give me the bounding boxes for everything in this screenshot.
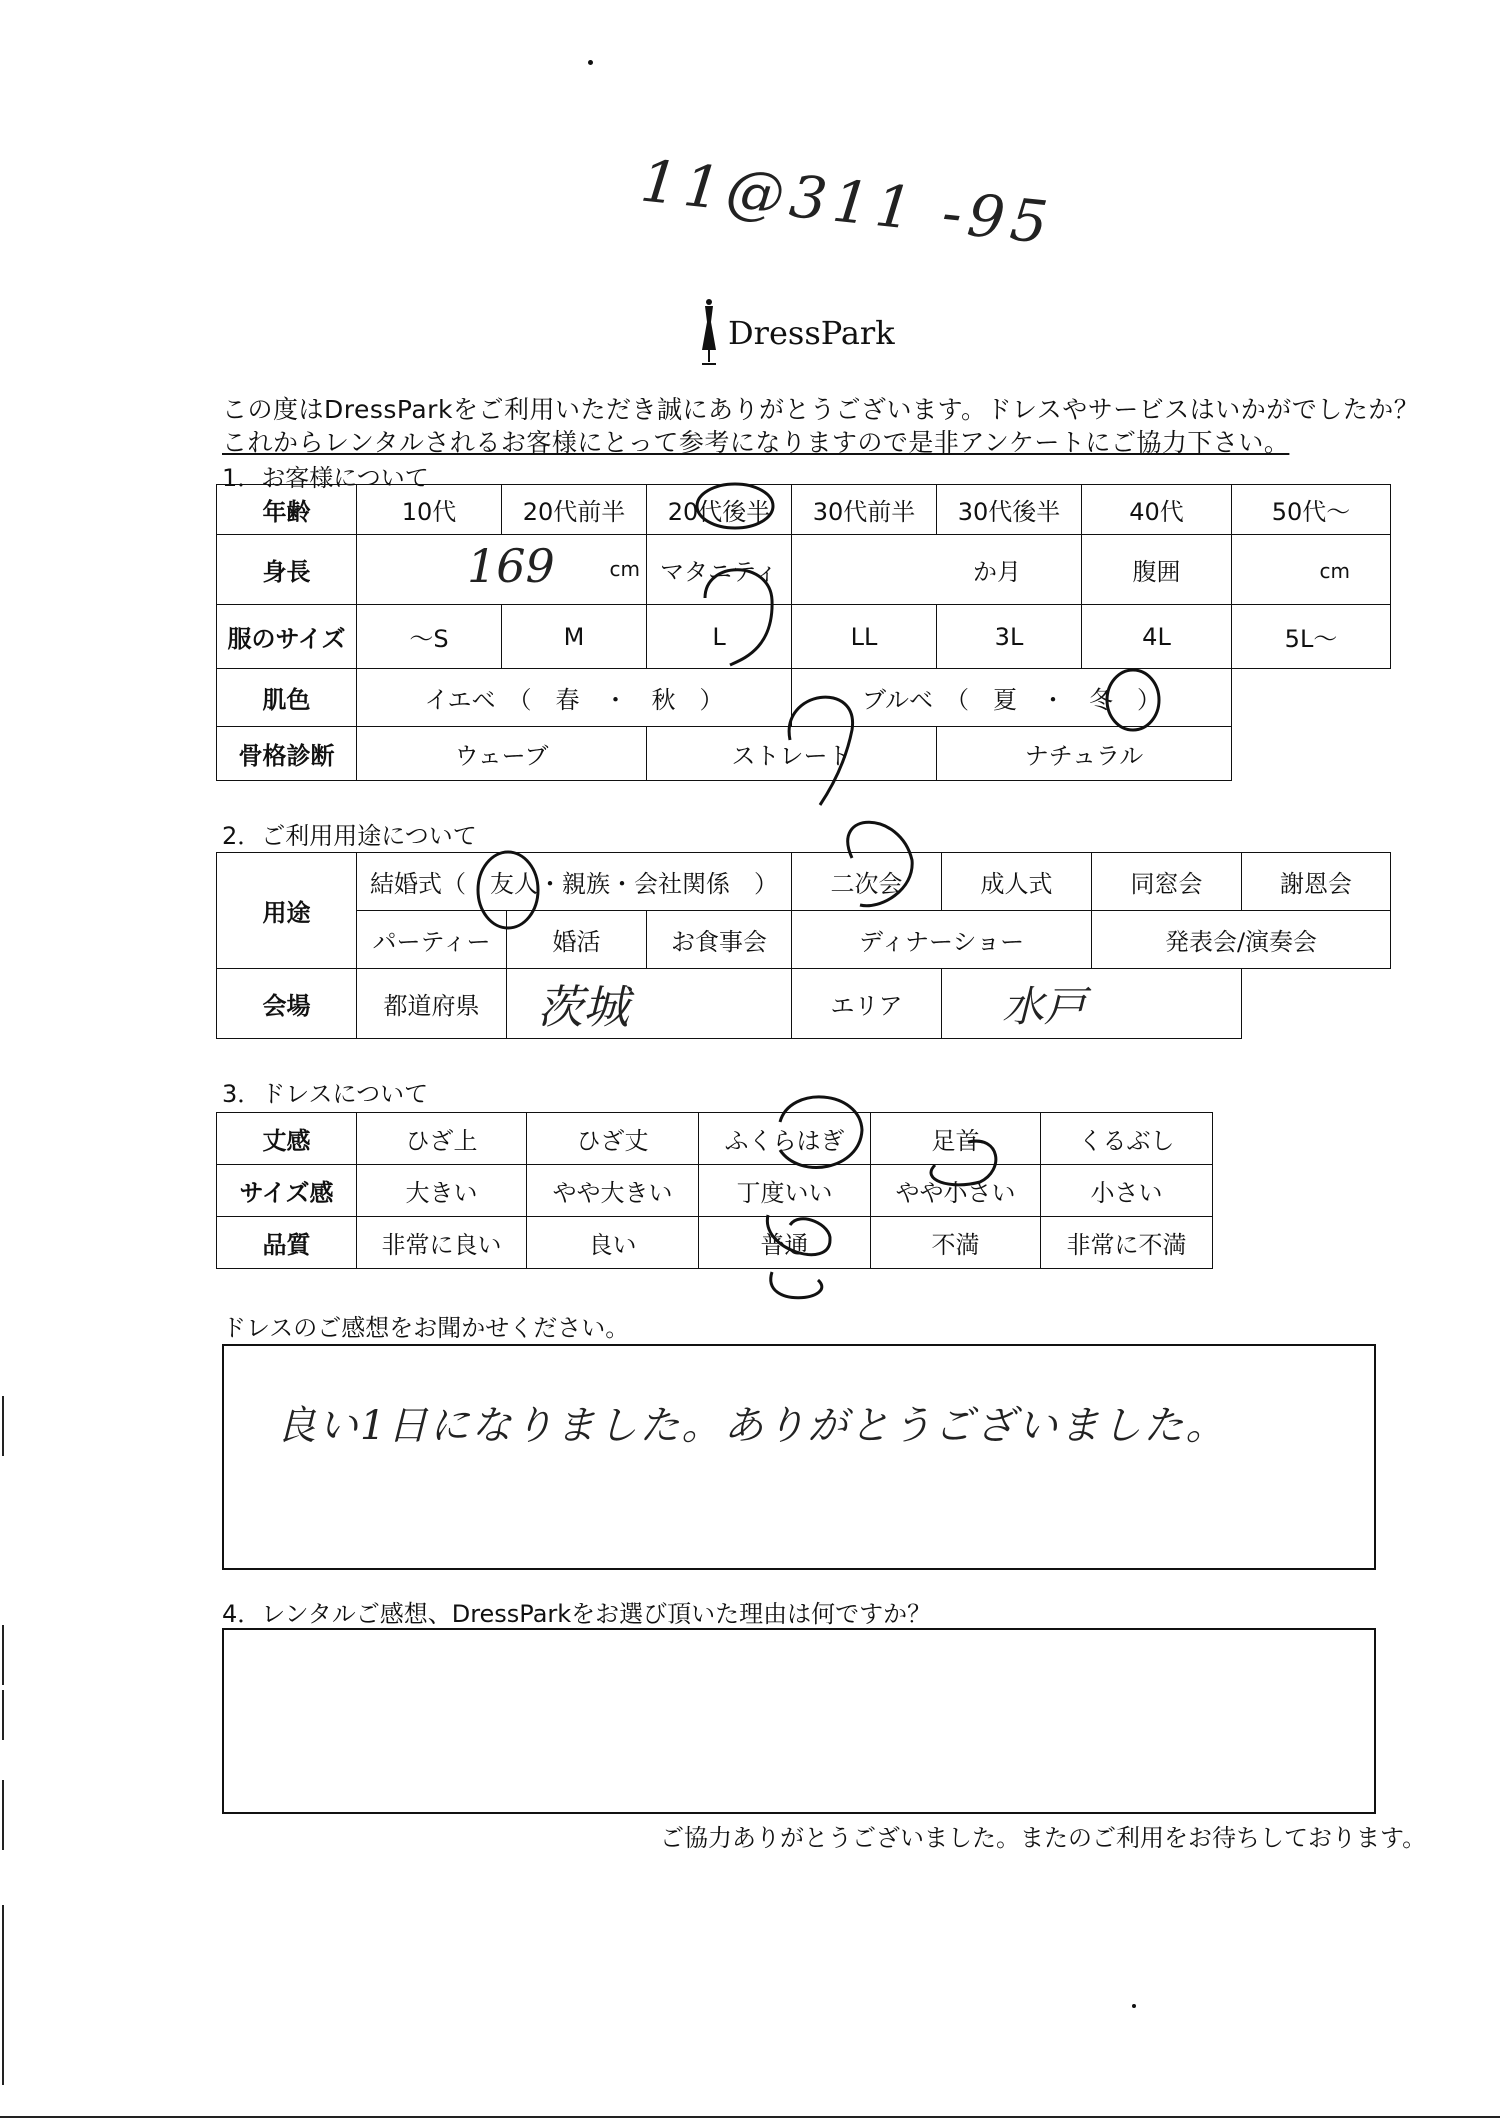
size-option: LL <box>792 605 937 669</box>
margin-line <box>2 1780 4 1850</box>
quality-option: 非常に不満 <box>1041 1217 1213 1269</box>
size-option: L <box>647 605 792 669</box>
prefecture-value: 茨城 <box>537 979 629 1034</box>
handwritten-note: 11@311 -95 <box>637 146 1057 258</box>
height-label: 身長 <box>217 535 357 605</box>
age-option: 30代前半 <box>792 485 937 535</box>
height-field <box>357 535 647 605</box>
purpose-option: 謝恩会 <box>1242 853 1391 911</box>
circle-mark <box>771 1272 822 1298</box>
dress-comment-box <box>222 1344 1376 1570</box>
quality-option: 良い <box>527 1217 699 1269</box>
height-unit: cm <box>609 557 640 581</box>
waist-unit: cm <box>1319 558 1350 583</box>
quality-option: 不満 <box>871 1217 1041 1269</box>
length-option: くるぶし <box>1041 1113 1213 1165</box>
height-row <box>217 535 1391 605</box>
fit-row <box>217 1165 1213 1217</box>
length-row <box>217 1113 1213 1165</box>
quality-option: 非常に良い <box>357 1217 527 1269</box>
skin-yellow-option: イエベ （ 春 ・ 秋 ） <box>357 669 792 727</box>
footer-thanks: ご協力ありがとうございました。またのご利用をお待ちしております。 <box>660 1824 1427 1852</box>
intro-line-2: これからレンタルされるお客様にとって参考になりますので是非アンケートにご協力下さい。 <box>222 428 1290 457</box>
dress-comment-prompt: ドレスのご感想をお聞かせください。 <box>222 1314 630 1342</box>
purpose-option: 発表会/演奏会 <box>1092 911 1391 969</box>
purpose-option: 二次会 <box>792 853 942 911</box>
size-option: 5L～ <box>1232 605 1391 669</box>
quality-label: 品質 <box>217 1217 357 1269</box>
customer-table <box>216 484 1391 781</box>
month-unit: か月 <box>973 558 1021 586</box>
dress-icon <box>694 298 724 368</box>
length-label: 丈感 <box>217 1113 357 1165</box>
frame-option: ナチュラル <box>937 727 1232 781</box>
size-label: 服のサイズ <box>217 605 357 669</box>
logo-text: DressPark <box>728 314 895 352</box>
purpose-row-1 <box>217 853 1391 911</box>
purpose-option: 成人式 <box>942 853 1092 911</box>
margin-line <box>2 1905 4 2085</box>
purpose-label: 用途 <box>217 853 357 969</box>
intro-line-1: この度はDressParkをご利用いただき誠にありがとうございます。ドレスやサービスはいかがでしたか？ <box>222 395 1420 424</box>
purpose-option: 同窓会 <box>1092 853 1242 911</box>
skin-blue-option: ブルベ （ 夏 ・ 冬 ） <box>792 669 1232 727</box>
logo <box>694 298 904 368</box>
age-option: 20代前半 <box>502 485 647 535</box>
length-option: ひざ丈 <box>527 1113 699 1165</box>
section-2-title: 2．ご利用用途について <box>222 822 477 850</box>
size-option: 4L <box>1082 605 1232 669</box>
dress-table <box>216 1112 1213 1269</box>
venue-row <box>217 969 1391 1039</box>
speck <box>588 60 593 65</box>
fit-option: やや小さい <box>871 1165 1041 1217</box>
size-option: ～S <box>357 605 502 669</box>
quality-row <box>217 1217 1213 1269</box>
age-row <box>217 485 1391 535</box>
fit-option: 小さい <box>1041 1165 1213 1217</box>
age-option: 40代 <box>1082 485 1232 535</box>
quality-option: 普通 <box>699 1217 871 1269</box>
age-option: 20代後半 <box>647 485 792 535</box>
rental-comment-box <box>222 1628 1376 1814</box>
dress-comment-value: 良い1日になりました。ありがとうございました。 <box>276 1403 1228 1449</box>
age-option: 10代 <box>357 485 502 535</box>
purpose-option: お食事会 <box>647 911 792 969</box>
area-field <box>942 969 1242 1039</box>
length-option: ふくらはぎ <box>699 1113 871 1165</box>
area-value: 水戸 <box>1002 981 1087 1031</box>
prefecture-label: 都道府県 <box>357 969 507 1039</box>
section-4-title: 4．レンタルご感想、DressParkをお選び頂いた理由は何ですか？ <box>222 1600 932 1628</box>
bottom-line <box>0 2116 1500 2118</box>
waist-label: 腹囲 <box>1082 535 1232 605</box>
area-label: エリア <box>792 969 942 1039</box>
size-option: M <box>502 605 647 669</box>
fit-option: 丁度いい <box>699 1165 871 1217</box>
frame-label: 骨格診断 <box>217 727 357 781</box>
prefecture-field <box>507 969 792 1039</box>
section-3-title: 3．ドレスについて <box>222 1080 429 1108</box>
size-option: 3L <box>937 605 1082 669</box>
length-option: 足首 <box>871 1113 1041 1165</box>
frame-row <box>217 727 1391 781</box>
venue-label: 会場 <box>217 969 357 1039</box>
frame-option: ストレート <box>647 727 937 781</box>
fit-option: 大きい <box>357 1165 527 1217</box>
skin-row <box>217 669 1391 727</box>
purpose-option: パーティー <box>357 911 507 969</box>
size-row <box>217 605 1391 669</box>
speck <box>1132 2004 1136 2008</box>
maternity-label: マタニティ <box>647 535 792 605</box>
margin-line <box>2 1625 4 1685</box>
age-label: 年齢 <box>217 485 357 535</box>
age-option: 50代～ <box>1232 485 1391 535</box>
height-value: 169 <box>467 539 555 593</box>
margin-line <box>2 1690 4 1740</box>
margin-line <box>2 1396 4 1456</box>
age-option: 30代後半 <box>937 485 1082 535</box>
purpose-row-2 <box>217 911 1391 969</box>
frame-option: ウェーブ <box>357 727 647 781</box>
fit-option: やや大きい <box>527 1165 699 1217</box>
length-option: ひざ上 <box>357 1113 527 1165</box>
wedding-option: 結婚式（ 友人・親族・会社関係 ） <box>357 853 792 911</box>
skin-label: 肌色 <box>217 669 357 727</box>
purpose-option: ディナーショー <box>792 911 1092 969</box>
maternity-months <box>792 535 1082 605</box>
fit-label: サイズ感 <box>217 1165 357 1217</box>
section-1-title: 1．お客様について <box>222 464 429 492</box>
purpose-table <box>216 852 1391 1039</box>
purpose-option: 婚活 <box>507 911 647 969</box>
waist-field <box>1232 535 1391 605</box>
